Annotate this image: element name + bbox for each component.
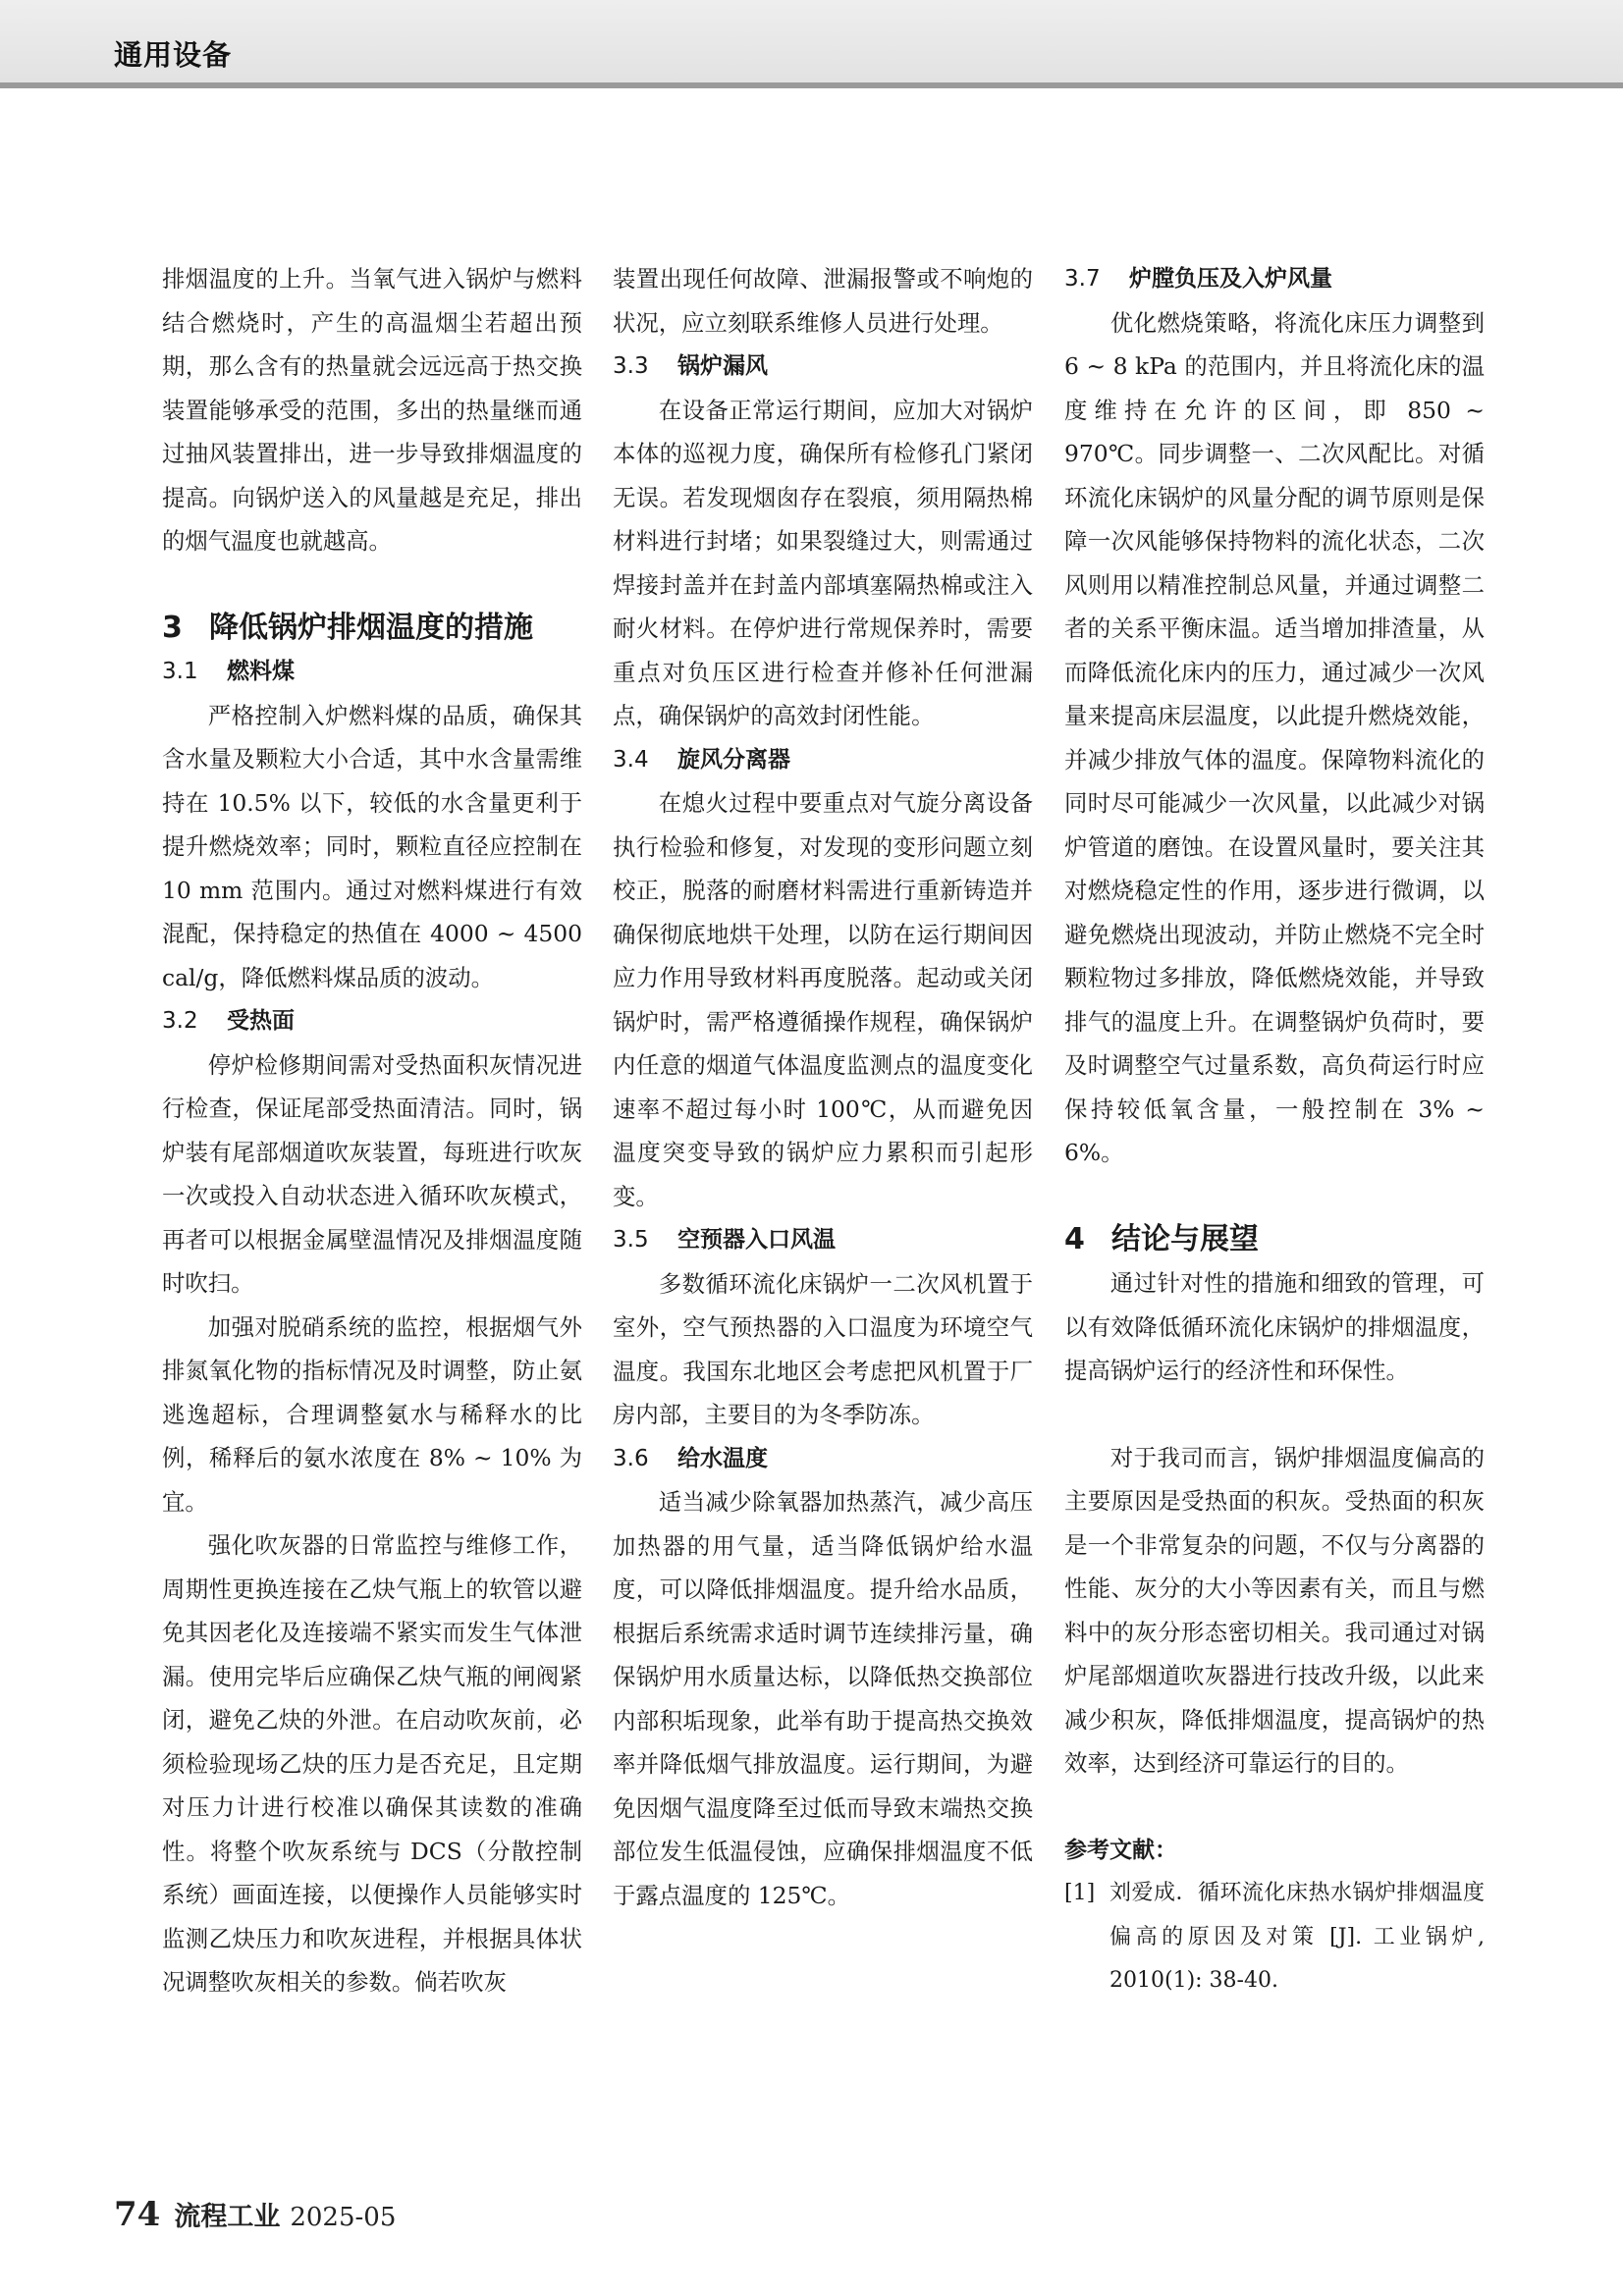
- section-4-heading: [1064, 1218, 1485, 1262]
- subsection-3-7-heading: [1064, 257, 1485, 301]
- reference-text: 刘爱成．循环流化床热水锅炉排烟温度偏高的原因及对策 [J]. 工业锅炉, 2010(1): 38-40.: [1109, 1881, 1485, 1993]
- section-title: 降低锅炉排烟温度的措施: [209, 610, 533, 645]
- paragraph: 优化燃烧策略，将流化床压力调整到 6 ~ 8 kPa 的范围内，并且将流化床的温度维持在允许的区间，即 850 ~ 970℃。同步调整一、二次风配比。对循环流化床锅炉的风量分配的调节原则是保障一次风能够保持物料的流化状态，二次风则用以精准控制总风量，并通过调整二者的关系平衡床温。适当增加排渣量，从而降低流化床内的压力，通过减少一次风量来提高床层温度，以此提升燃烧效能，并减少排放气体的温度。保障物料流化的同时尽可能减少一次风量，以此减少对锅炉管道的磨蚀。在设置风量时，要关注其对燃烧稳定性的作用，逐步进行微调，以避免燃烧出现波动，并防止燃烧不完全时颗粒物过多排放，降低燃烧效能，并导致排气的温度上升。在调整锅炉负荷时，要及时调整空气过量系数，高负荷运行时应保持较低氧含量，一般控制在 3% ~ 6%。: [1064, 308, 1485, 1166]
- subsection-number: 3.2: [162, 1008, 198, 1034]
- paragraph: 排烟温度的上升。当氧气进入锅炉与燃料结合燃烧时，产生的高温烟尘若超出预期，那么含有的热量就会远远高于热交换装置能够承受的范围，多出的热量继而通过抽风装置排出，进一步导致排烟温度的提高。向锅炉送入的风量越是充足，排出的烟气温度也就越高。: [162, 265, 582, 555]
- subsection-number: 3.5: [613, 1227, 649, 1253]
- column-3: [1064, 257, 1485, 2003]
- column-2: [613, 257, 1033, 1917]
- paragraph: 加强对脱硝系统的监控，根据烟气外排氮氧化物的指标情况及时调整，防止氨逃逸超标，合理调整氨水与稀释水的比例，稀释后的氨水浓度在 8% ~ 10% 为宜。: [162, 1312, 582, 1516]
- paragraph: 多数循环流化床锅炉一二次风机置于室外，空气预热器的入口温度为环境空气温度。我国东北地区会考虑把风机置于厂房内部，主要目的为冬季防冻。: [613, 1269, 1033, 1428]
- journal-name: 流程工业: [174, 2202, 281, 2232]
- subsection-title: 旋风分离器: [677, 746, 790, 773]
- page-footer: [114, 2195, 396, 2234]
- subsection-number: 3.4: [613, 746, 649, 773]
- subsection-3-4-heading: [613, 738, 1033, 782]
- paragraph: 强化吹灰器的日常监控与维修工作，周期性更换连接在乙炔气瓶上的软管以避免其因老化及连接端不紧实而发生气体泄漏。使用完毕后应确保乙炔气瓶的闸阀紧闭，避免乙炔的外泄。在启动吹灰前，必须检验现场乙炔的压力是否充足，且定期对压力计进行校准以确保其读数的准确性。将整个吹灰系统与 DCS（分散控制系统）画面连接，以便操作人员能够实时监测乙炔压力和吹灰进程，并根据具体状况调整吹灰相关的参数。倘若吹灰: [162, 1531, 582, 1996]
- reference-number: [1]: [1064, 1881, 1096, 1905]
- column-1: [162, 257, 582, 2004]
- subsection-title: 燃料煤: [227, 659, 295, 684]
- paragraph: 适当减少除氧器加热蒸汽，减少高压加热器的用气量，适当降低锅炉给水温度，可以降低排烟温度。提升给水品质，根据后系统需求适时调节连续排污量，确保锅炉用水质量达标，以降低热交换部位内部积垢现象，此举有助于提高热交换效率并降低烟气排放温度。运行期间，为避免因烟气温度降至过低而导致末端热交换部位发生低温侵蚀，应确保排烟温度不低于露点温度的 125℃。: [613, 1488, 1033, 1909]
- subsection-title: 锅炉漏风: [677, 353, 768, 379]
- references-heading: 参考文献：: [1064, 1837, 1177, 1863]
- subsection-number: 3.7: [1064, 266, 1101, 292]
- subsection-3-2-heading: [162, 999, 582, 1043]
- subsection-number: 3.1: [162, 659, 198, 684]
- subsection-title: 空预器入口风温: [677, 1227, 836, 1253]
- subsection-3-3-heading: [613, 345, 1033, 389]
- subsection-3-6-heading: [613, 1437, 1033, 1481]
- paragraph: 装置出现任何故障、泄漏报警或不响炮的状况，应立刻联系维修人员进行处理。: [613, 265, 1033, 337]
- section-label: 通用设备: [114, 38, 233, 72]
- page-number: 74: [114, 2195, 161, 2234]
- reference-item: [1064, 1872, 1485, 2003]
- paragraph: 严格控制入炉燃料煤的品质，确保其含水量及颗粒大小合适，其中水含量需维持在 10.5% 以下，较低的水含量更利于提升燃烧效率；同时，颗粒直径应控制在 10 mm 范围内。通过对燃料煤进行有效混配，保持稳定的热值在 4000 ~ 4500 cal/g，降低燃料煤品质的波动。: [162, 701, 582, 991]
- issue-date: 2025-05: [290, 2203, 397, 2232]
- subsection-title: 炉膛负压及入炉风量: [1129, 266, 1332, 292]
- section-3-heading: [162, 607, 582, 651]
- section-number: 4: [1064, 1221, 1085, 1256]
- section-title: 结论与展望: [1111, 1221, 1259, 1256]
- section-number: 3: [162, 610, 183, 645]
- paragraph: 对于我司而言，锅炉排烟温度偏高的主要原因是受热面的积灰。受热面的积灰是一个非常复杂的问题，不仅与分离器的性能、灰分的大小等因素有关，而且与燃料中的灰分形态密切相关。我司通过对锅炉尾部烟道吹灰器进行技改升级，以此来减少积灰，降低排烟温度，提高锅炉的热效率，达到经济可靠运行的目的。: [1064, 1443, 1485, 1777]
- paragraph: 通过针对性的措施和细致的管理，可以有效降低循环流化床锅炉的排烟温度，提高锅炉运行的经济性和环保性。: [1064, 1269, 1485, 1384]
- subsection-number: 3.3: [613, 353, 649, 379]
- paragraph: 在设备正常运行期间，应加大对锅炉本体的巡视力度，确保所有检修孔门紧闭无误。若发现烟囱存在裂痕，须用隔热棉材料进行封堵；如果裂缝过大，则需通过焊接封盖并在封盖内部填塞隔热棉或注入耐火材料。在停炉进行常规保养时，需要重点对负压区进行检查并修补任何泄漏点，确保锅炉的高效封闭性能。: [613, 396, 1033, 729]
- subsection-number: 3.6: [613, 1445, 649, 1471]
- subsection-title: 给水温度: [677, 1445, 768, 1471]
- subsection-3-5-heading: [613, 1218, 1033, 1262]
- paragraph: 在熄火过程中要重点对气旋分离设备执行检验和修复，对发现的变形问题立刻校正，脱落的耐磨材料需进行重新铸造并确保彻底地烘干处理，以防在运行期间因应力作用导致材料再度脱落。起动或关闭锅炉时，需严格遵循操作规程，确保锅炉内任意的烟道气体温度监测点的温度变化速率不超过每小时 100℃，从而避免因温度突变导致的锅炉应力累积而引起形变。: [613, 789, 1033, 1210]
- subsection-title: 受热面: [227, 1008, 295, 1034]
- running-header: [0, 0, 1623, 88]
- paragraph: 停炉检修期间需对受热面积灰情况进行检查，保证尾部受热面清洁。同时，锅炉装有尾部烟道吹灰装置，每班进行吹灰一次或投入自动状态进入循环吹灰模式，再者可以根据金属壁温情况及排烟温度随时吹扫。: [162, 1050, 582, 1297]
- subsection-3-1-heading: [162, 650, 582, 694]
